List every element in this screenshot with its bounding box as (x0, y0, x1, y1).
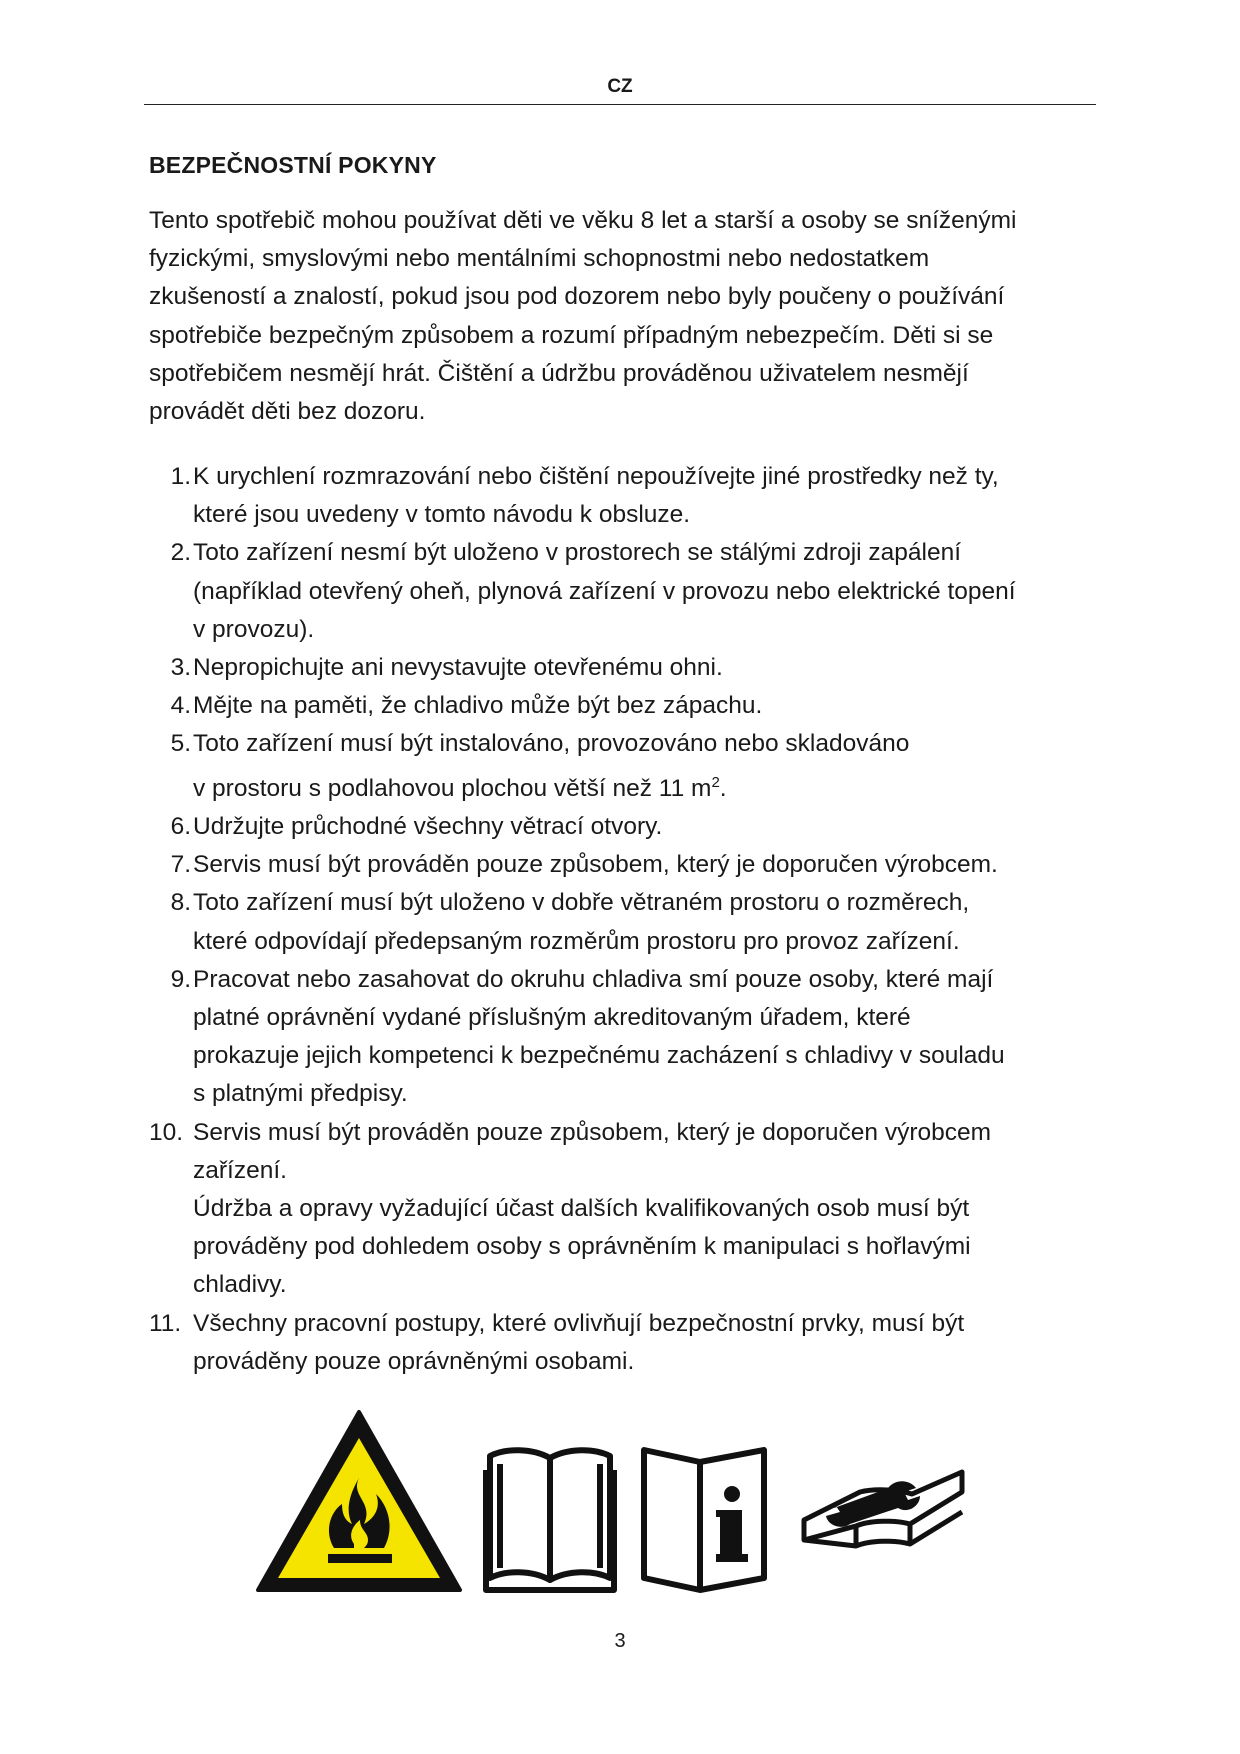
item-line: K urychlení rozmrazování nebo čištění nepoužívejte jiné prostředky než ty, (193, 463, 999, 490)
item-line: Pracovat nebo zasahovat do okruhu chladiva smí pouze osoby, které mají (193, 965, 994, 993)
item-line: Udržujte průchodné všechny větrací otvory. (193, 812, 663, 840)
item-number: 4. (170, 692, 191, 720)
item-line: prováděny pod dohledem osoby s oprávněním k manipulaci s hořlavými (193, 1233, 971, 1261)
item-line: Všechny pracovní postupy, které ovlivňují bezpečnostní prvky, musí být (193, 1309, 965, 1337)
item-line: Toto zařízení musí být uloženo v dobře větraném prostoru o rozměrech, (193, 889, 970, 917)
item-line: s platnými předpisy. (193, 1080, 408, 1108)
item-line: Servis musí být prováděn pouze způsobem, který je doporučen výrobcem. (193, 851, 998, 879)
list-item (149, 884, 1109, 960)
item-line: Nepropichujte ani nevystavujte otevřenému ohni. (193, 654, 723, 682)
list-item (149, 725, 1109, 808)
item-number: 7. (170, 851, 191, 879)
item-number: 1. (170, 463, 191, 490)
list-item (149, 534, 1109, 649)
flammable-warning-icon (254, 1408, 464, 1594)
intro-line: fyzickými, smyslovými nebo mentálními schopnostmi nebo nedostatkem (149, 245, 930, 273)
item-number: 2. (170, 539, 191, 567)
service-manual-icon (800, 1408, 966, 1594)
item-line: platné oprávnění vydané příslušným akreditovaným úřadem, které (193, 1004, 911, 1031)
item-line: které odpovídají předepsaným rozměrům prostoru pro provoz zařízení. (193, 927, 960, 955)
item-line: prokazuje jejich kompetenci k bezpečnému zacházení s chladivy v souladu (193, 1042, 1005, 1070)
intro-line: Tento spotřebič mohou používat děti ve věku 8 let a starší a osoby se sníženými (149, 207, 1017, 234)
item-number: 10. (149, 1118, 184, 1146)
list-item (149, 846, 1109, 884)
item-line: prováděny pouze oprávněnými osobami. (193, 1347, 635, 1375)
item-line: chladivy. (193, 1271, 287, 1299)
intro-line: provádět děti bez dozoru. (149, 398, 426, 426)
intro-line: spotřebiče bezpečným způsobem a rozumí případným nebezpečím. Děti si se (149, 321, 994, 349)
item-number: 5. (170, 730, 191, 758)
safety-symbols-row (248, 1408, 968, 1598)
item-line: které jsou uvedeny v tomto návodu k obsluze. (193, 501, 691, 529)
list-item (149, 1305, 1109, 1381)
item-number: 11. (149, 1309, 182, 1337)
item-line: Servis musí být prováděn pouze způsobem, který je doporučen výrobcem (193, 1118, 992, 1146)
intro-line: spotřebičem nesmějí hrát. Čištění a údržbu prováděnou uživatelem nesmějí (149, 359, 969, 387)
safety-instructions-list (149, 458, 1109, 1381)
list-item (149, 808, 1109, 846)
item-line: (například otevřený oheň, plynová zařízení v provozu nebo elektrické topení (193, 577, 1016, 605)
item-number: 6. (170, 812, 191, 840)
intro-line: zkušeností a znalostí, pokud jsou pod dozorem nebo byly poučeny o používání (149, 283, 1005, 311)
list-item (149, 687, 1109, 725)
item-line: Mějte na paměti, že chladivo může být bez zápachu. (193, 692, 763, 720)
item-number: 8. (170, 889, 191, 917)
item-line (193, 764, 1109, 808)
header-language-code: CZ (607, 76, 633, 97)
header-divider (144, 104, 1096, 105)
intro-paragraph (149, 202, 1104, 431)
item-line: Údržba a opravy vyžadující účast dalších kvalifikovaných osob musí být (193, 1195, 970, 1223)
list-item (149, 649, 1109, 687)
section-title: BEZPEČNOSTNÍ POKYNY (149, 152, 437, 178)
item-number: 3. (170, 654, 191, 682)
item-line: Toto zařízení musí být instalováno, provozováno nebo skladováno (193, 730, 910, 758)
item-line: Toto zařízení nesmí být uloženo v prostorech se stálými zdroji zapálení (193, 539, 962, 567)
page-number: 3 (614, 1630, 626, 1652)
manual-info-icon (636, 1408, 772, 1594)
list-item (149, 1114, 1109, 1305)
list-item (149, 458, 1109, 534)
item-line: zařízení. (193, 1156, 287, 1184)
item-line-suffix: . (719, 774, 727, 802)
read-manual-icon (482, 1408, 618, 1594)
item-line: v provozu). (193, 615, 315, 643)
item-line-text: v prostoru s podlahovou plochou větší než 11 m (193, 774, 712, 802)
area-superscript: 2 (711, 773, 720, 791)
list-item (149, 961, 1109, 1114)
item-number: 9. (170, 965, 191, 993)
